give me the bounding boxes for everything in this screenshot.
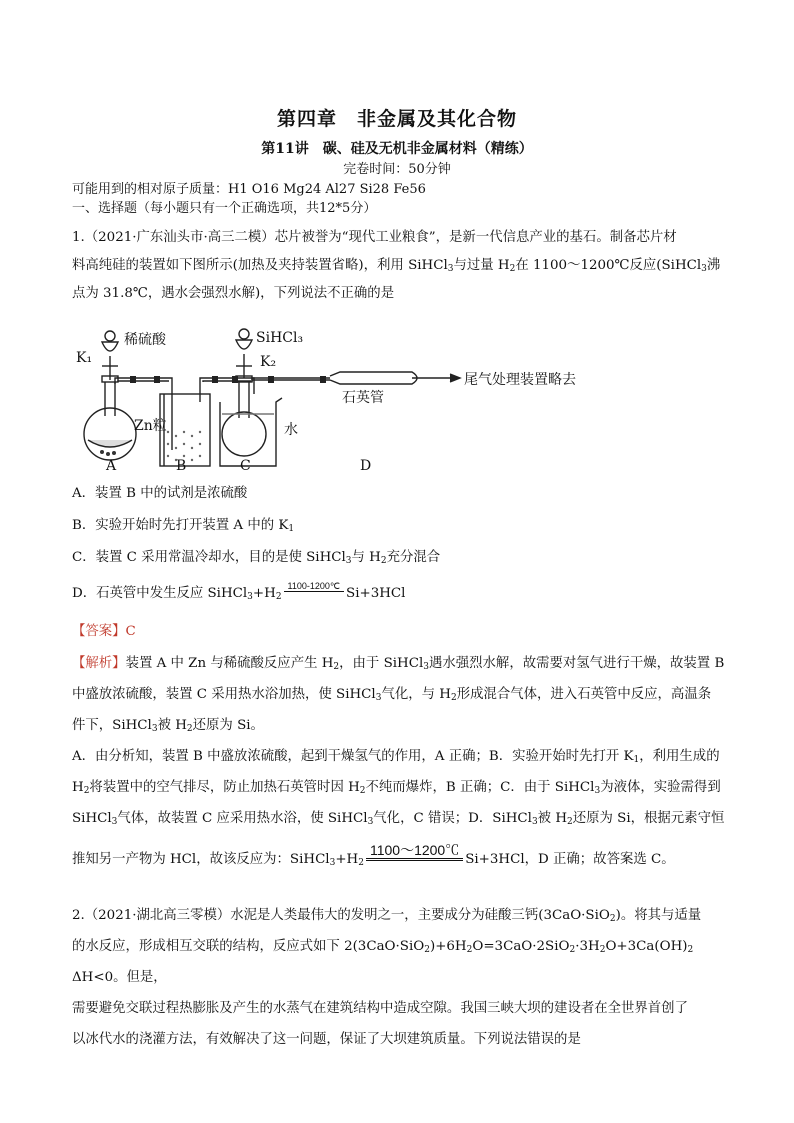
analysis-line-1: 【解析】装置 A 中 Zn 与稀硫酸反应产生 $H_2$，由于 SiHCl$_3$遇水强烈水解，故需要对氢气进行干燥，故装置 B [72, 656, 725, 672]
q1-option-a: A．装置 B 中的试剂是浓硫酸 [72, 486, 248, 501]
label-d: D [360, 458, 372, 474]
label-water: 水 [284, 422, 298, 438]
analysis-line-4: A．由分析知，装置 B 中盛放浓硫酸，起到干燥氢气的作用，A 正确；B．实验开始时先打开 $K_1$，利用生成的 [72, 749, 720, 765]
q1-answer: 【答案】C [72, 624, 136, 639]
q2-line-3: 需要避免交联过程热膨胀及产生的水蒸气在建筑结构中造成空隙。我国三峡大坝的建设者在全世界首创了 [72, 1001, 688, 1016]
q1-stem-line-1: 1.（2021·广东汕头市·高三二模）芯片被誉为“现代工业粮食”，是新一代信息产业的基石。制备芯片材 [72, 230, 677, 245]
label-a: A [106, 458, 117, 474]
q2-line-1: 2.（2021·湖北高三零模）水泥是人类最伟大的发明之一，主要成分为硅酸三钙(3CaO·SiO$_2$)。将其与适量 [72, 908, 702, 924]
q1-stem-line-3: 点为 31.8℃，遇水会强烈水解)，下列说法不正确的是 [72, 286, 395, 301]
q2-stem [72, 900, 732, 1055]
label-tail: 尾气处理装置略去 [464, 372, 576, 388]
lesson-title: 第11讲 碳、硅及无机非金属材料（精练） [261, 141, 533, 157]
q1-option-c: C．装置 C 采用常温冷却水，目的是使 SiHCl$_3$与 $H_2$充分混合 [72, 550, 441, 566]
label-k1: K₁ [76, 350, 93, 366]
q1-option-b: B．实验开始时先打开装置 A 中的 $K_1$ [72, 518, 295, 534]
label-b: B [176, 458, 187, 474]
q1-option-d: D．石英管中发生反应 $SiHCl_3+H_2$ 1100-1200℃ Si+3HCl [72, 581, 406, 602]
apparatus-figure [72, 322, 576, 474]
exam-time: 完卷时间：50分钟 [343, 162, 451, 177]
analysis-reaction-condition: 1100～1200℃ [364, 843, 465, 863]
q1-analysis [72, 648, 732, 875]
analysis-line-2: 中盛放浓硫酸，装置 C 采用热水浴加热，使 SiHCl$_3$气化，与 $H_2$形成混合气体，进入石英管中反应，高温条 [72, 687, 712, 703]
label-sihcl3: SiHCl₃ [256, 330, 304, 346]
q2-line-2: 的水反应，形成相互交联的结构，反应式如下 $2(3CaO\cdot SiO_2)+6H_2O=3CaO\cdot 2SiO_2\cdot 3H_2O+3Ca(OH)_2$ ΔH<0。但是， [72, 939, 694, 985]
analysis-line-5: $H_2$将装置中的空气排尽，防止加热石英管时因 $H_2$不纯而爆炸，B 正确；C．由于 SiHCl$_3$为液体，实验需得到 [72, 780, 721, 796]
chapter-title: 第四章 非金属及其化合物 [276, 108, 517, 130]
analysis-line-7: 推知另一产物为 HCl，故该反应为：$SiHCl_3+H_2$ 1100～1200℃ Si+3HCl，D 正确；故答案选 C。 [72, 842, 675, 868]
label-c: C [240, 458, 251, 474]
q2-line-4: 以冰代水的浇灌方法，有效解决了这一问题，保证了大坝建筑质量。下列说法错误的是 [72, 1032, 581, 1047]
section-heading: 一、选择题（每小题只有一个正确选项，共12*5分） [72, 201, 377, 216]
reaction-condition: 1100-1200℃ [282, 581, 346, 594]
label-k2: K₂ [260, 354, 277, 370]
q1-stem-line-2: 料高纯硅的装置如下图所示(加热及夹持装置省略)，利用 SiHCl$_3$与过量 $H_2$在 1100～1200℃反应(SiHCl$_3$沸 [72, 258, 721, 274]
label-zn: Zn粒 [134, 418, 167, 434]
label-tube: 石英管 [342, 390, 384, 406]
atomic-mass-line: 可能用到的相对原子质量：H1 O16 Mg24 Al27 Si28 Fe56 [72, 182, 426, 197]
label-acid: 稀硫酸 [124, 332, 166, 348]
analysis-line-3: 件下，SiHCl$_3$被 $H_2$还原为 Si。 [72, 718, 264, 734]
q1-stem [72, 224, 732, 308]
analysis-line-6: SiHCl$_3$气体，故装置 C 应采用热水浴，使 SiHCl$_3$气化，C 错误；D．SiHCl$_3$被 $H_2$还原为 Si，根据元素守恒 [72, 811, 725, 827]
